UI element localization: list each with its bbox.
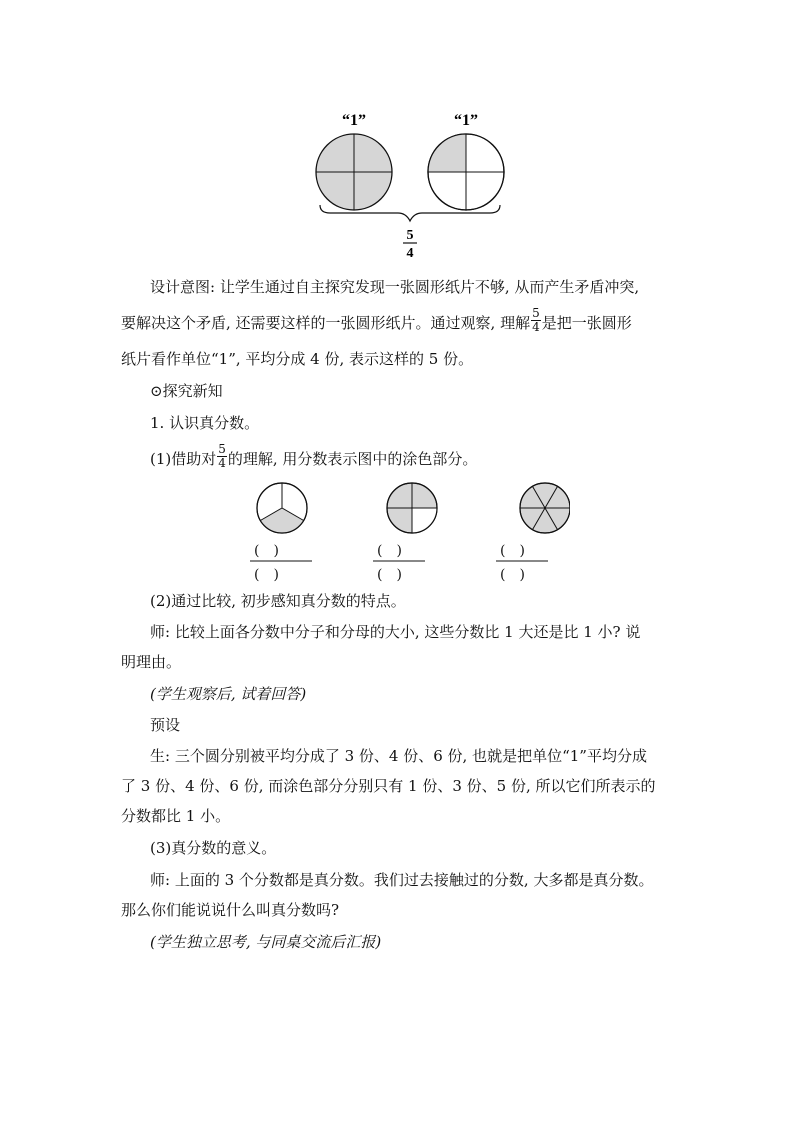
student-answer-line-1: 生: 三个圆分别被平均分成了 3 份、4 份、6 份, 也就是把单位“1”平均分成 (150, 747, 647, 765)
design-intent-line-2-end: 是把一张圆形 (541, 314, 632, 332)
design-intent-line-2-start: 要解决这个矛盾, 还需要这样的一张圆形纸片。通过观察, 理解 (121, 314, 531, 332)
item-1-3: (3)真分数的意义。 (150, 839, 277, 857)
blank-denominator-3[interactable]: ( ) (500, 567, 525, 583)
brace-fraction-denominator: 4 (406, 246, 414, 260)
student-observe-note: (学生观察后, 试着回答) (150, 685, 307, 703)
fraction-inline: $\frac{5}{4}$ (532, 305, 540, 334)
blank-numerator-3[interactable]: ( ) (500, 543, 525, 559)
fraction-five-fourths-figure (300, 105, 520, 260)
design-intent-line-1: 设计意图: 让学生通过自主探究发现一张圆形纸片不够, 从而产生矛盾冲突, (150, 278, 640, 296)
teacher-question-line-2: 明理由。 (121, 653, 182, 671)
student-answer-line-3: 分数都比 1 小。 (121, 807, 231, 825)
left-circle-full (316, 134, 392, 210)
design-intent-line-2 (121, 305, 681, 334)
blank-denominator-2[interactable]: ( ) (377, 567, 402, 583)
section-heading: ⊙探究新知 (150, 382, 223, 400)
teacher-statement-line-2: 那么你们能说说什么叫真分数吗? (121, 901, 340, 919)
student-answer-line-2: 了 3 份、4 份、6 份, 而涂色部分分别只有 1 份、3 份、5 份, 所以它们所表示的 (121, 777, 656, 795)
left-circle-label: “1” (342, 112, 366, 129)
teacher-question-line-1: 师: 比较上面各分数中分子和分母的大小, 这些分数比 1 大还是比 1 小? 说 (150, 623, 641, 641)
design-intent-line-3: 纸片看作单位“1”, 平均分成 4 份, 表示这样的 5 份。 (121, 350, 474, 368)
circle-quarters (387, 483, 437, 533)
right-circle-one-quarter (428, 134, 504, 210)
teacher-statement-line-1: 师: 上面的 3 个分数都是真分数。我们过去接触过的分数, 大多都是真分数。 (150, 871, 654, 889)
blank-denominator-1[interactable]: ( ) (254, 567, 279, 583)
circle-sixths (520, 483, 570, 533)
item-1-1: (1)借助对 $\frac{5}{4}$ 的理解, 用分数表示图中的涂色部分。 (150, 441, 478, 470)
preset-heading: 预设 (150, 716, 181, 734)
fraction-inline: $\frac{5}{4}$ (218, 441, 226, 470)
item-1: 1. 认识真分数。 (150, 414, 260, 432)
student-discuss-note: (学生独立思考, 与同桌交流后汇报) (150, 933, 382, 951)
right-circle-label: “1” (454, 112, 478, 129)
blank-numerator-2[interactable]: ( ) (377, 543, 402, 559)
item-1-2: (2)通过比较, 初步感知真分数的特点。 (150, 592, 406, 610)
circle-thirds (257, 483, 307, 533)
blank-numerator-1[interactable]: ( ) (254, 543, 279, 559)
brace-fraction-numerator: 5 (406, 228, 414, 243)
